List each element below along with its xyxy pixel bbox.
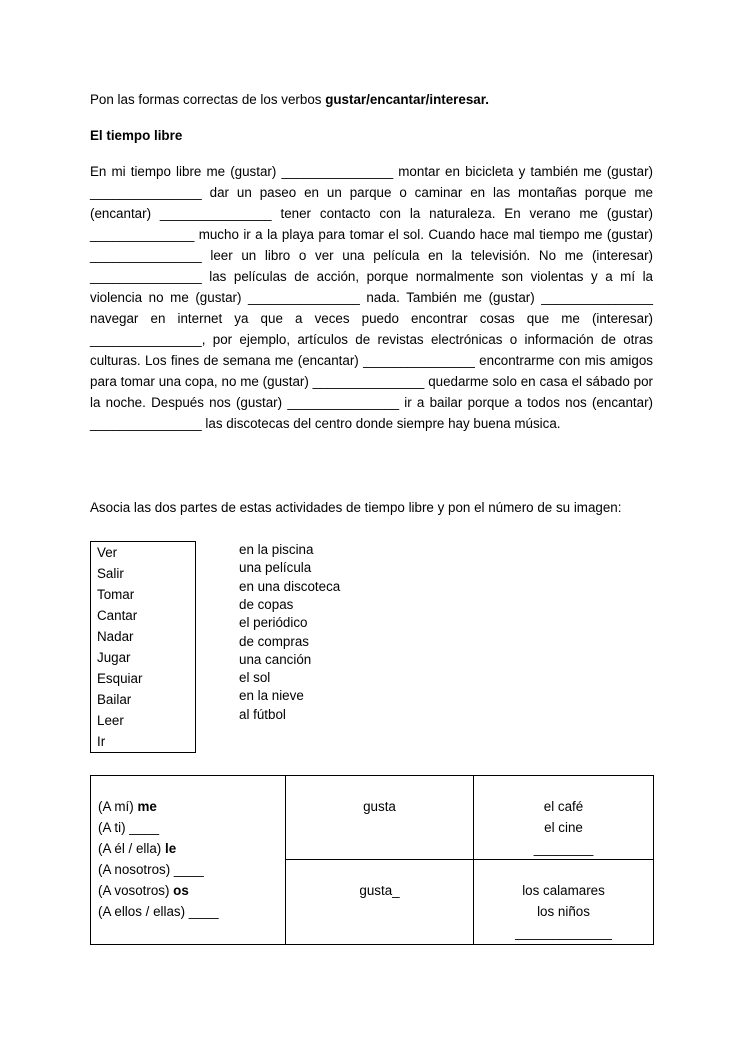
complement-item: en la nieve (239, 688, 304, 704)
pronoun-line: (A nosotros) ____ (98, 862, 204, 877)
instruction-match: Asocia las dos partes de estas actividades de tiempo libre y pon el número de su imagen: (90, 500, 622, 515)
instruction-verbs-bold: gustar/encantar/interesar. (325, 92, 489, 107)
complement-item: de copas (239, 596, 294, 612)
grammar-table (90, 775, 654, 945)
complement-item: el sol (239, 670, 271, 686)
paragraph-line: la noche. Después nos (gustar) _______________ ir a bailar porque a todos nos (encantar) (90, 395, 653, 410)
paragraph-line: (encantar) _______________ tener contacto con la naturaleza. En verano me (gustar) (90, 206, 653, 221)
pronoun-line: (A ellos / ellas) ____ (98, 904, 219, 919)
verb-item: Ver (97, 545, 118, 560)
singular-examples-cell (474, 776, 654, 860)
verb-item: Salir (97, 566, 124, 581)
instruction-prefix: Pon las formas correctas de los verbos (90, 92, 326, 107)
example-item: el cine (544, 820, 583, 835)
verb-item: Esquiar (97, 671, 143, 686)
verb-plural-cell (286, 860, 474, 945)
example-item: los calamares (522, 883, 605, 898)
paragraph-line: En mi tiempo libre me (gustar) _______________ montar en bicicleta y también me (gustar) (90, 164, 653, 179)
complement-item: al fútbol (239, 706, 286, 722)
paragraph-line: _______________ las películas de acción, porque normalmente son violentas y a mí la (90, 269, 653, 284)
verb-item: Leer (97, 713, 124, 728)
plural-examples-cell (474, 860, 654, 945)
complement-item: en la piscina (239, 542, 314, 557)
verbs-box (90, 541, 196, 753)
pronoun-line: (A ti) ____ (98, 820, 160, 835)
paragraph-line: _______________ las discotecas del centro donde siempre hay buena música. (90, 416, 561, 431)
paragraph-line: ______________ mucho ir a la playa para tomar el sol. Cuando hace mal tiempo me (gustar) (90, 227, 653, 242)
complement-item: en una discoteca (239, 578, 341, 594)
paragraph-line: _______________ leer un libro o ver una película en la televisión. No me (interesar) (90, 248, 653, 263)
paragraph-line: para tomar una copa, no me (gustar) _______________ quedarme solo en casa el sábado por (90, 374, 653, 389)
pronoun-line: (A él / ella) le (98, 841, 177, 856)
pronoun-line: (A vosotros) os (98, 883, 189, 898)
paragraph-line: _______________ dar un paseo en un parque o caminar en las montañas porque me (90, 185, 653, 200)
verb-singular-cell (286, 776, 474, 860)
verb-singular: gusta (363, 799, 396, 814)
verb-item: Cantar (97, 608, 138, 623)
verb-item: Bailar (97, 692, 132, 707)
complement-item: de compras (239, 633, 309, 649)
instruction-verbs (90, 92, 489, 107)
pronouns-cell (91, 776, 286, 945)
complement-item: el periódico (239, 615, 308, 631)
example-blank: ________ (533, 841, 594, 856)
example-item: los niños (537, 904, 590, 919)
paragraph-line: violencia no me (gustar) _______________ nada. También me (gustar) _______________ (90, 290, 653, 305)
verb-item: Nadar (97, 629, 134, 644)
section-heading: El tiempo libre (90, 128, 183, 143)
paragraph-line: navegar en internet ya que a veces puedo encontrar cosas que me (interesar) (90, 311, 653, 326)
verb-item: Tomar (97, 587, 135, 602)
verb-item: Jugar (97, 650, 131, 665)
paragraph-line: _______________, por ejemplo, artículos de revistas electrónicas o información de otras (90, 332, 653, 347)
verb-plural: gusta_ (359, 883, 400, 898)
paragraph-line: culturas. Los fines de semana me (encantar) _______________ encontrarme con mis amigos (90, 353, 653, 368)
verb-item: Ir (97, 734, 106, 749)
pronoun-line: (A mí) me (98, 799, 157, 814)
complement-item: una canción (239, 651, 312, 667)
example-item: el café (543, 799, 584, 814)
example-blank: _____________ (515, 925, 612, 940)
complement-item: una película (239, 560, 312, 576)
